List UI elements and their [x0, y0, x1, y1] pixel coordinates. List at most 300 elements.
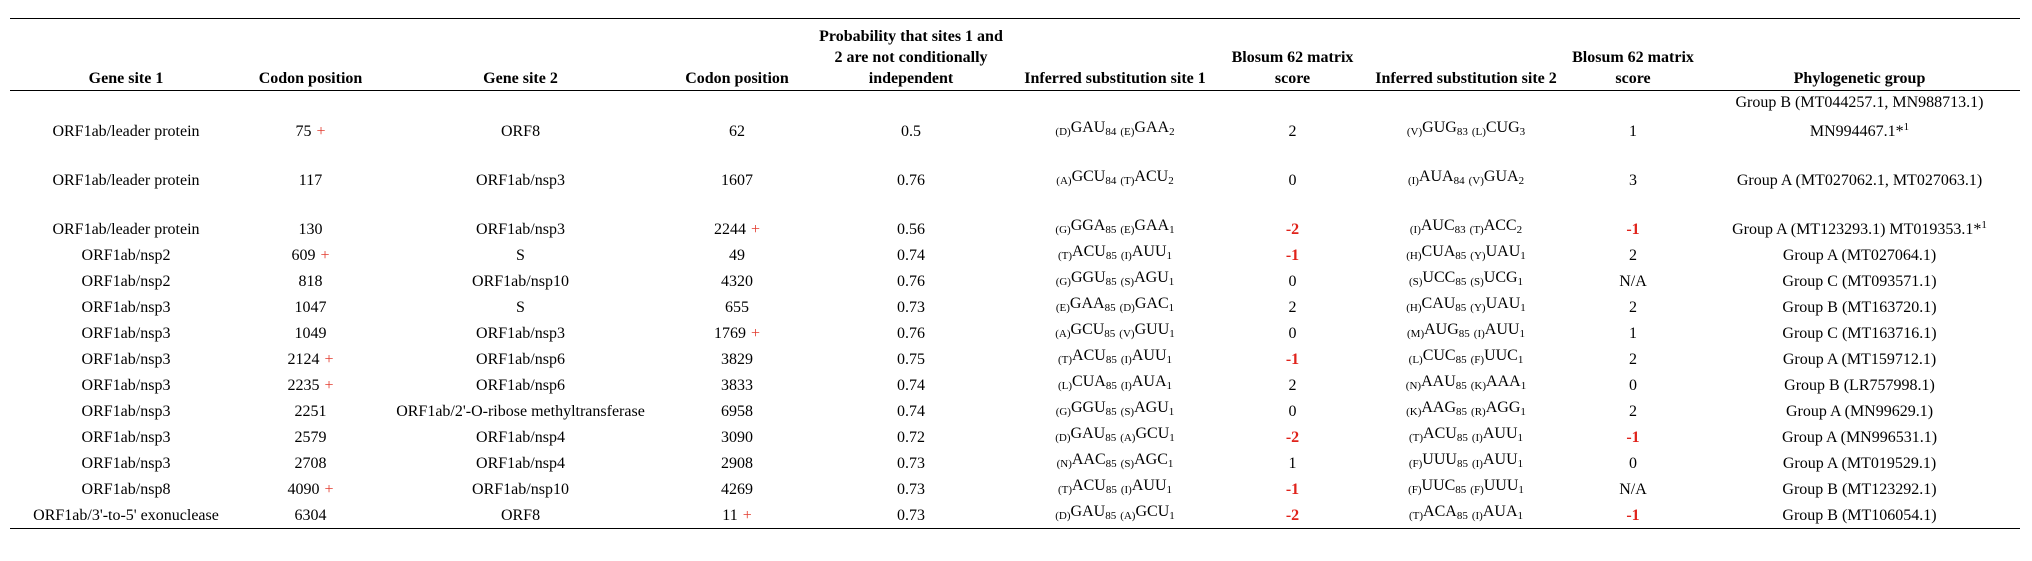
codon-position-2: 3833	[721, 377, 753, 394]
amino-acid-label: (K)	[1406, 406, 1422, 418]
codon-position-1: 4090	[287, 481, 320, 498]
codon-position-2-cell	[662, 193, 812, 242]
amino-acid-label: (S)	[1120, 406, 1135, 418]
blosum-score-2-cell	[1567, 144, 1699, 193]
amino-acid-label: (I)	[1471, 432, 1483, 444]
table-row	[10, 346, 2020, 372]
amino-acid-label: (T)	[1120, 175, 1135, 187]
amino-acid-label: (D)	[1055, 432, 1071, 444]
gene-site-2-cell	[379, 346, 662, 372]
codon-position-2-cell	[662, 476, 812, 502]
codon-sequence: AGU	[1134, 269, 1169, 286]
codon-sequence: AUU	[1484, 321, 1520, 338]
codon-sequence: CUA	[1421, 243, 1456, 260]
blosum-score-1-cell	[1220, 320, 1365, 346]
substitution-site-1-cell	[1010, 268, 1220, 294]
substitution-site-2-cell	[1365, 268, 1567, 294]
gene-site-1-cell	[10, 242, 242, 268]
blosum-score: 0	[1629, 455, 1637, 472]
table-row	[10, 372, 2020, 398]
phylogenetic-group: Group C (MT163716.1)	[1782, 325, 1937, 342]
codon-count: 2	[1168, 175, 1174, 187]
gene-site-2: ORF1ab/nsp3	[476, 325, 565, 342]
gene-site-1: ORF1ab/nsp2	[81, 247, 171, 264]
codon-sequence: GUA	[1483, 168, 1519, 185]
amino-acid-label: (I)	[1471, 458, 1483, 470]
codon-sequence: AUA	[1418, 168, 1454, 185]
amino-acid-label: (G)	[1055, 224, 1071, 236]
codon-sequence: UUC	[1484, 347, 1518, 364]
codon-count: 1	[1168, 276, 1175, 288]
codon-count: 1	[1517, 510, 1523, 522]
substitution-site-1-cell	[1010, 450, 1220, 476]
blosum-score: -1	[1285, 481, 1300, 498]
codon-position-1: 1049	[294, 325, 327, 342]
probability-cell	[812, 144, 1010, 193]
codon-position-1: 130	[298, 221, 323, 238]
probability-value: 0.74	[897, 247, 925, 264]
codon-position-2: 4269	[721, 481, 753, 498]
phylogenetic-group-cell	[1699, 398, 2020, 424]
amino-acid-label: (S)	[1120, 276, 1135, 288]
gene-site-2: ORF8	[500, 123, 541, 140]
plus-marker: +	[324, 351, 334, 368]
codon-position-2-cell	[662, 242, 812, 268]
codon-sequence: GGU	[1070, 269, 1106, 286]
gene-site-2-cell	[379, 476, 662, 502]
phylogenetic-group-cell	[1699, 193, 2020, 242]
codon-sequence: AUU	[1482, 451, 1518, 468]
gene-site-2-cell	[379, 294, 662, 320]
blosum-score: -1	[1285, 247, 1300, 264]
codon-sequence: AUU	[1131, 243, 1167, 260]
blosum-score: 0	[1629, 377, 1637, 394]
blosum-score: 2	[1288, 123, 1297, 140]
amino-acid-label: (K)	[1470, 380, 1487, 392]
codon-position-1-cell	[242, 91, 379, 145]
codon-sequence: GCU	[1135, 425, 1170, 442]
codon-sequence: AUC	[1420, 217, 1455, 234]
amino-acid-label: (T)	[1058, 484, 1073, 496]
phylogenetic-group-cell	[1699, 476, 2020, 502]
codon-position-2: 2908	[721, 455, 753, 472]
gene-site-2-cell	[379, 372, 662, 398]
blosum-score-1-cell	[1220, 372, 1365, 398]
phylogenetic-group-cell	[1699, 502, 2020, 529]
header-gene-site-1: Gene site 1	[88, 70, 164, 87]
codon-count: 85	[1455, 250, 1467, 262]
blosum-score: 2	[1629, 247, 1637, 264]
substitution-site-1-cell	[1010, 242, 1220, 268]
probability-value: 0.73	[897, 455, 925, 472]
codon-sequence: GAU	[1070, 425, 1106, 442]
amino-acid-label: (E)	[1120, 126, 1135, 138]
gene-site-2: S	[516, 299, 525, 316]
codon-position-1-cell	[242, 242, 379, 268]
codon-count: 1	[1166, 484, 1172, 496]
codon-count: 85	[1455, 276, 1467, 288]
substitution-site-1-cell	[1010, 193, 1220, 242]
substitution-site-1-cell	[1010, 346, 1220, 372]
gene-site-2-cell	[379, 398, 662, 424]
substitution-site-2-cell	[1365, 476, 1567, 502]
codon-sequence: GGU	[1070, 399, 1106, 416]
phylogenetic-group: Group B (MT106054.1)	[1782, 507, 1937, 524]
codon-position-1-cell	[242, 320, 379, 346]
codon-sequence: AUU	[1131, 347, 1167, 364]
blosum-score-2-cell	[1567, 320, 1699, 346]
probability-value: 0.56	[897, 221, 925, 238]
probability-value: 0.74	[897, 377, 925, 394]
table-row	[10, 424, 2020, 450]
codon-count: 85	[1105, 484, 1117, 496]
codon-sequence: AUU	[1482, 425, 1518, 442]
blosum-score: 0	[1288, 273, 1297, 290]
probability-value: 0.74	[897, 403, 925, 420]
codon-count: 85	[1455, 380, 1467, 392]
codon-count: 84	[1453, 175, 1465, 187]
gene-site-1: ORF1ab/nsp3	[81, 377, 171, 394]
amino-acid-label: (L)	[1058, 380, 1073, 392]
blosum-score-2-cell	[1567, 294, 1699, 320]
codon-position-2-cell	[662, 144, 812, 193]
amino-acid-label: (L)	[1408, 354, 1423, 366]
blosum-score-1-cell	[1220, 193, 1365, 242]
gene-site-1: ORF1ab/nsp2	[81, 273, 171, 290]
codon-sequence: UCC	[1422, 269, 1456, 286]
codon-sequence: GCU	[1135, 503, 1170, 520]
codon-position-1-cell	[242, 193, 379, 242]
substitution-site-1-cell	[1010, 502, 1220, 529]
amino-acid-label: (I)	[1473, 328, 1485, 340]
codon-position-2-cell	[662, 346, 812, 372]
phylogenetic-group: Group B (MT044257.1, MN988713.1) MN994467.1*	[1735, 94, 1984, 140]
covariation-table-container	[10, 18, 2020, 529]
substitution-site-2-cell	[1365, 320, 1567, 346]
substitution-site-2-cell	[1365, 346, 1567, 372]
codon-count: 84	[1105, 175, 1117, 187]
amino-acid-label: (T)	[1058, 354, 1073, 366]
phylogenetic-group: Group B (MT163720.1)	[1782, 299, 1937, 316]
blosum-score-1-cell	[1220, 476, 1365, 502]
phylogenetic-group: Group C (MT093571.1)	[1782, 273, 1937, 290]
codon-position-2-cell	[662, 450, 812, 476]
probability-cell	[812, 242, 1010, 268]
codon-sequence: ACU	[1072, 347, 1106, 364]
blosum-score-2-cell	[1567, 424, 1699, 450]
substitution-site-1-cell	[1010, 424, 1220, 450]
codon-position-1: 609	[291, 247, 316, 264]
header-codon-position-1: Codon position	[258, 70, 363, 87]
probability-value: 0.72	[897, 429, 925, 446]
substitution-site-2-cell	[1365, 398, 1567, 424]
gene-site-2-cell	[379, 450, 662, 476]
amino-acid-label: (G)	[1055, 406, 1071, 418]
codon-count: 85	[1105, 510, 1117, 522]
substitution-site-2-cell	[1365, 450, 1567, 476]
codon-position-2-cell	[662, 398, 812, 424]
amino-acid-label: (A)	[1056, 175, 1072, 187]
probability-value: 0.75	[897, 351, 925, 368]
phylogenetic-group: Group A (MT019529.1)	[1782, 455, 1937, 472]
blosum-score-1-cell	[1220, 398, 1365, 424]
amino-acid-label: (D)	[1055, 126, 1071, 138]
amino-acid-label: (E)	[1055, 302, 1070, 314]
codon-sequence: AUA	[1482, 503, 1518, 520]
amino-acid-label: (F)	[1470, 354, 1485, 366]
codon-sequence: ACU	[1072, 243, 1106, 260]
codon-count: 1	[1169, 510, 1175, 522]
codon-count: 2	[1516, 224, 1523, 236]
codon-position-2: 11	[722, 507, 738, 524]
codon-position-2: 655	[725, 299, 749, 316]
codon-position-1-cell	[242, 372, 379, 398]
probability-cell	[812, 450, 1010, 476]
codon-count: 85	[1456, 432, 1468, 444]
codon-position-2-cell	[662, 424, 812, 450]
gene-site-1: ORF1ab/nsp3	[81, 299, 171, 316]
codon-count: 85	[1104, 302, 1116, 314]
blosum-score: 1	[1288, 455, 1297, 472]
substitution-site-1-cell	[1010, 91, 1220, 145]
phylogenetic-group: Group A (MT027062.1, MT027063.1)	[1736, 172, 1983, 189]
codon-count: 85	[1105, 380, 1117, 392]
codon-sequence: UUC	[1421, 477, 1456, 494]
probability-cell	[812, 320, 1010, 346]
phylogenetic-group: Group A (MT123293.1) MT019353.1*	[1732, 221, 1982, 238]
header-phylogenetic-group: Phylogenetic group	[1793, 70, 1926, 87]
codon-position-2: 1607	[721, 172, 753, 189]
probability-cell	[812, 476, 1010, 502]
codon-position-2: 1769	[713, 325, 746, 342]
plus-marker: +	[742, 507, 752, 524]
blosum-score-1-cell	[1220, 346, 1365, 372]
gene-site-1-cell	[10, 268, 242, 294]
codon-count: 1	[1518, 484, 1524, 496]
codon-count: 1	[1517, 432, 1523, 444]
table-row	[10, 476, 2020, 502]
codon-count: 85	[1456, 510, 1468, 522]
substitution-site-2-cell	[1365, 294, 1567, 320]
blosum-score-1-cell	[1220, 450, 1365, 476]
codon-sequence: AGG	[1485, 399, 1521, 416]
probability-cell	[812, 346, 1010, 372]
amino-acid-label: (V)	[1119, 328, 1135, 340]
plus-marker: +	[316, 123, 326, 140]
codon-sequence: AGU	[1134, 399, 1169, 416]
amino-acid-label: (E)	[1120, 224, 1135, 236]
amino-acid-label: (V)	[1468, 175, 1484, 187]
substitution-site-2-cell	[1365, 91, 1567, 145]
blosum-score-1-cell	[1220, 294, 1365, 320]
table-row	[10, 193, 2020, 242]
codon-sequence: CUG	[1485, 119, 1520, 136]
codon-sequence: GAA	[1134, 119, 1170, 136]
codon-count: 1	[1517, 354, 1524, 366]
probability-cell	[812, 372, 1010, 398]
blosum-score: 0	[1288, 403, 1297, 420]
probability-value: 0.73	[897, 481, 925, 498]
codon-count: 3	[1519, 126, 1526, 138]
table-row	[10, 320, 2020, 346]
amino-acid-label: (A)	[1055, 328, 1071, 340]
codon-position-2: 3090	[721, 429, 753, 446]
substitution-site-1-cell	[1010, 398, 1220, 424]
gene-site-2: ORF1ab/nsp6	[476, 351, 565, 368]
gene-site-2-cell	[379, 424, 662, 450]
codon-count: 1	[1169, 224, 1175, 236]
codon-sequence: AUA	[1131, 373, 1167, 390]
gene-site-1: ORF1ab/leader protein	[52, 221, 200, 238]
codon-sequence: UCG	[1483, 269, 1518, 286]
phylogenetic-group-cell	[1699, 268, 2020, 294]
substitution-site-1-cell	[1010, 320, 1220, 346]
gene-site-2: ORF8	[500, 507, 541, 524]
codon-count: 85	[1456, 406, 1468, 418]
gene-site-2-cell	[379, 502, 662, 529]
amino-acid-label: (D)	[1055, 510, 1071, 522]
probability-cell	[812, 193, 1010, 242]
codon-count: 2	[1169, 126, 1175, 138]
blosum-score-1-cell	[1220, 424, 1365, 450]
codon-count: 1	[1517, 458, 1524, 470]
phylogenetic-group-cell	[1699, 294, 2020, 320]
phylogenetic-group-cell	[1699, 372, 2020, 398]
codon-count: 85	[1105, 458, 1117, 470]
codon-position-2-cell	[662, 502, 812, 529]
table-row	[10, 294, 2020, 320]
codon-position-1: 2235	[287, 377, 320, 394]
phylogenetic-group: Group A (MN99629.1)	[1785, 403, 1934, 420]
codon-count: 83	[1456, 126, 1468, 138]
codon-count: 85	[1105, 250, 1117, 262]
header-inferred-substitution-site-2: Inferred substitution site 2	[1375, 70, 1557, 87]
codon-count: 1	[1166, 250, 1172, 262]
plus-marker: +	[750, 221, 761, 238]
codon-count: 1	[1166, 354, 1172, 366]
codon-count: 1	[1168, 302, 1175, 314]
gene-site-1: ORF1ab/nsp3	[81, 455, 171, 472]
table-row	[10, 242, 2020, 268]
phylogenetic-group-cell	[1699, 242, 2020, 268]
probability-cell	[812, 268, 1010, 294]
codon-sequence: GAC	[1134, 295, 1169, 312]
codon-count: 2	[1518, 175, 1525, 187]
gene-site-1: ORF1ab/nsp3	[81, 351, 171, 368]
codon-count: 85	[1104, 328, 1116, 340]
codon-position-1-cell	[242, 450, 379, 476]
codon-sequence: GAA	[1134, 217, 1170, 234]
codon-sequence: ACU	[1072, 477, 1106, 494]
codon-count: 1	[1520, 250, 1526, 262]
codon-count: 85	[1105, 276, 1117, 288]
blosum-score: 3	[1629, 172, 1637, 189]
gene-site-2: ORF1ab/2'-O-ribose methyltransferase	[396, 403, 645, 420]
blosum-score-2-cell	[1567, 91, 1699, 145]
gene-site-1: ORF1ab/leader protein	[52, 172, 200, 189]
codon-sequence: GGA	[1070, 217, 1106, 234]
amino-acid-label: (H)	[1406, 302, 1422, 314]
gene-site-2: ORF1ab/nsp4	[476, 429, 565, 446]
gene-site-2-cell	[379, 242, 662, 268]
gene-site-1-cell	[10, 398, 242, 424]
codon-sequence: CUC	[1422, 347, 1456, 364]
codon-sequence: ACU	[1423, 425, 1457, 442]
header-gene-site-2: Gene site 2	[483, 70, 558, 87]
header-blosum-score-2: Blosum 62 matrix score	[1572, 49, 1694, 87]
codon-position-1-cell	[242, 294, 379, 320]
amino-acid-label: (I)	[1409, 224, 1421, 236]
blosum-score-2-cell	[1567, 398, 1699, 424]
gene-site-1: ORF1ab/nsp3	[81, 325, 171, 342]
gene-site-1-cell	[10, 476, 242, 502]
header-probability: Probability that sites 1 and 2 are not conditionally independent	[819, 28, 1003, 87]
codon-position-1: 2579	[294, 429, 327, 446]
amino-acid-label: (F)	[1408, 484, 1422, 496]
codon-sequence: UUU	[1483, 477, 1519, 494]
blosum-score-2-cell	[1567, 372, 1699, 398]
codon-position-2: 6958	[721, 403, 753, 420]
gene-site-1-cell	[10, 320, 242, 346]
codon-sequence: GUU	[1134, 321, 1170, 338]
codon-sequence: AAC	[1071, 451, 1106, 468]
gene-site-1: ORF1ab/nsp8	[81, 481, 171, 498]
substitution-site-2-cell	[1365, 144, 1567, 193]
gene-site-1-cell	[10, 450, 242, 476]
amino-acid-label: (Y)	[1470, 250, 1486, 262]
codon-sequence: GCU	[1071, 168, 1106, 185]
codon-sequence: AAA	[1486, 373, 1521, 390]
blosum-score-2-cell	[1567, 242, 1699, 268]
amino-acid-label: (F)	[1470, 484, 1484, 496]
blosum-score: 2	[1288, 377, 1297, 394]
plus-marker: +	[750, 325, 761, 342]
amino-acid-label: (A)	[1120, 432, 1136, 444]
codon-count: 1	[1520, 406, 1526, 418]
codon-position-2: 49	[729, 247, 745, 264]
codon-count: 85	[1105, 432, 1117, 444]
table-body	[10, 91, 2020, 529]
codon-sequence: UAU	[1485, 243, 1521, 260]
gene-site-2-cell	[379, 320, 662, 346]
phylogenetic-group-cell	[1699, 450, 2020, 476]
codon-position-1: 2124	[287, 351, 320, 368]
codon-sequence: GUG	[1422, 119, 1457, 136]
codon-count: 1	[1519, 328, 1525, 340]
codon-sequence: AUU	[1131, 477, 1167, 494]
gene-site-2: ORF1ab/nsp3	[476, 221, 565, 238]
amino-acid-label: (S)	[1120, 458, 1135, 470]
probability-value: 0.5	[901, 123, 921, 140]
blosum-score-2-cell	[1567, 476, 1699, 502]
blosum-score: 2	[1629, 299, 1637, 316]
codon-sequence: AUG	[1424, 321, 1459, 338]
probability-cell	[812, 502, 1010, 529]
phylogenetic-group: Group B (LR757998.1)	[1784, 377, 1935, 394]
amino-acid-label: (I)	[1407, 175, 1419, 187]
codon-sequence: CAU	[1421, 295, 1456, 312]
blosum-score: 0	[1288, 325, 1297, 342]
codon-position-1: 1047	[294, 299, 327, 316]
codon-sequence: GAU	[1070, 503, 1106, 520]
amino-acid-label: (R)	[1471, 406, 1486, 418]
amino-acid-label: (I)	[1120, 380, 1132, 392]
gene-site-2: ORF1ab/nsp4	[476, 455, 565, 472]
blosum-score: -2	[1285, 507, 1300, 524]
codon-sequence: ACC	[1483, 217, 1517, 234]
codon-count: 84	[1105, 126, 1117, 138]
gene-site-2-cell	[379, 144, 662, 193]
